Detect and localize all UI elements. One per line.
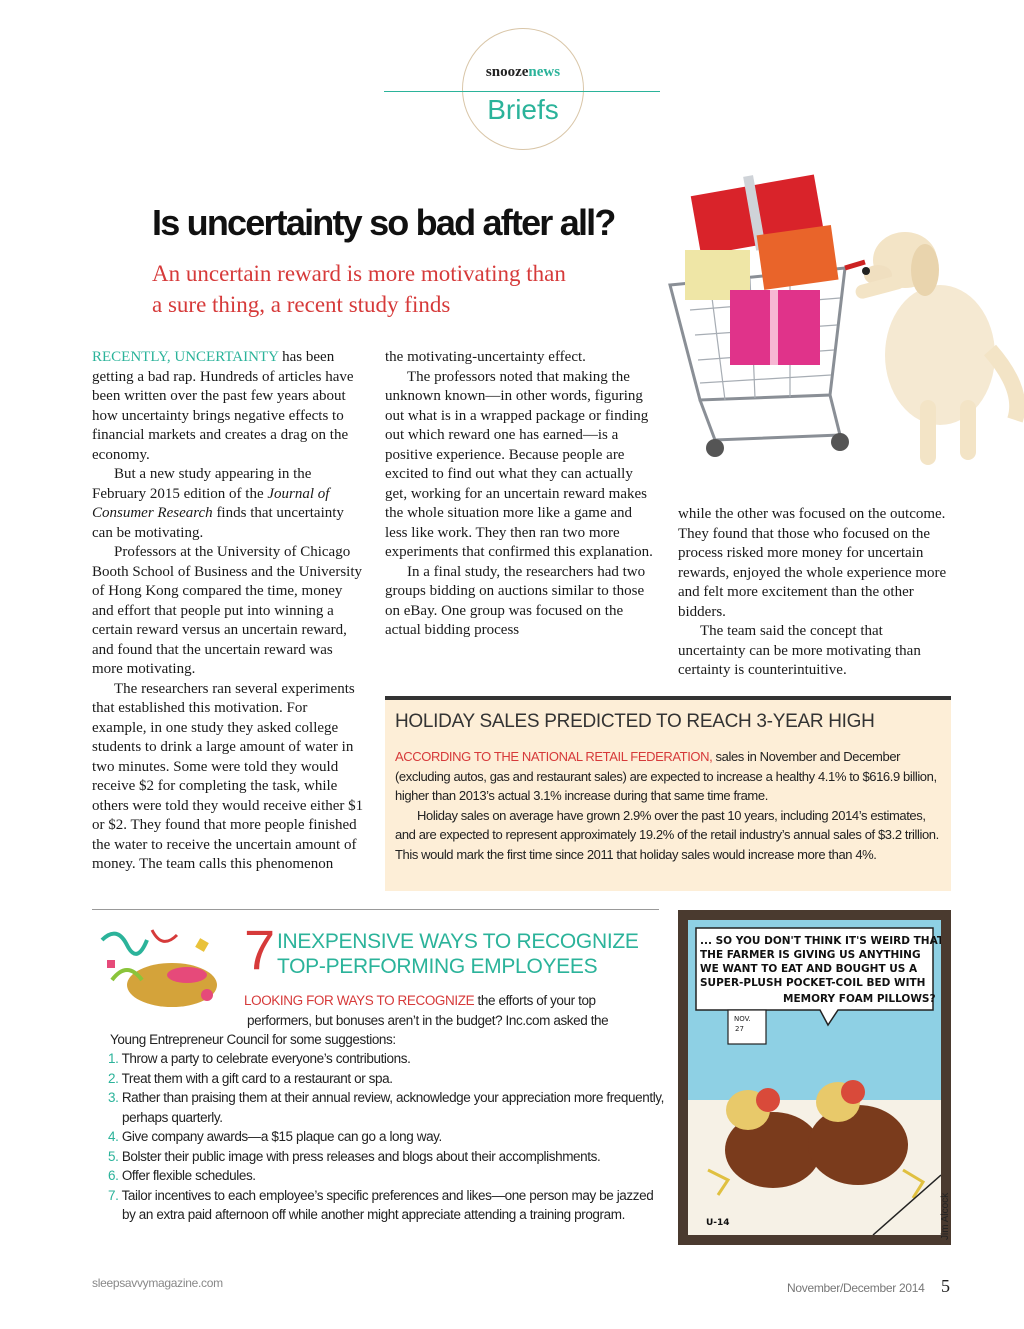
cartoon-caption-line: SUPER-PLUSH POCKET-COIL BED WITH <box>700 977 926 989</box>
subhead-line-2: a sure thing, a recent study finds <box>152 292 451 317</box>
section-divider <box>92 909 659 910</box>
list-item <box>108 1166 668 1186</box>
cartoon-caption-line: MEMORY FOAM PILLOWS? <box>783 993 936 1005</box>
header-badge-circle <box>462 28 584 150</box>
cartoon-signature: U-14 <box>706 1218 730 1228</box>
holiday-sales-body <box>395 747 943 864</box>
list-item-number: 7. <box>108 1187 119 1203</box>
paragraph <box>92 465 364 543</box>
ways-intro <box>110 991 658 1050</box>
cartoon-caption-line: THE FARMER IS GIVING US ANYTHING <box>700 949 921 961</box>
paragraph: Holiday sales on average have grown 2.9% over the past 10 years, including 2014’s estimates, and are expected to represent approximately 19.2% of the retail industry’s annual sales of $3.2 trillion. This would mark the first time since 2011 that holiday sales would increase more than 4%. <box>395 807 939 862</box>
intro-line <box>110 991 658 1011</box>
paragraph-text: finds that uncertainty can be motivating. <box>92 505 344 541</box>
list-number-seven: 7 <box>244 918 276 981</box>
cartoon-caption-line: WE WANT TO EAT AND BOUGHT US A <box>700 963 918 975</box>
article-column-3 <box>678 505 952 681</box>
cartoon-credit: Jim Alcock <box>940 1192 951 1240</box>
cartoon-panel <box>678 910 951 1245</box>
paragraph-text: But a new study appearing in the February 2015 edition of the <box>92 466 312 502</box>
list-item-text: Bolster their public image with press releases and blogs about their accomplishments. <box>118 1148 601 1164</box>
page-number: 5 <box>941 1276 950 1296</box>
paragraph: The team said the concept that uncertainty can be more motivating than certainty is counterintuitive. <box>678 623 921 678</box>
ways-title <box>277 929 667 979</box>
calendar-day: 27 <box>735 1025 744 1033</box>
turkey-cartoon-icon <box>688 920 941 1235</box>
paragraph-text: has been getting a bad rap. Hundreds of articles have been written over the past few years about how uncertainty brings negative effects to financial markets and creates a drag on the economy. <box>92 349 354 463</box>
golden-retriever-icon <box>854 232 1017 465</box>
list-item <box>108 1147 668 1167</box>
intro-line: Young Entrepreneur Council for some suggestions: <box>110 1032 396 1047</box>
article-subheadline <box>152 258 632 320</box>
list-item <box>108 1186 668 1225</box>
gift-boxes-icon <box>685 175 839 365</box>
lead-in: RECENTLY, UNCERTAINTY <box>92 349 279 365</box>
list-item-text: Offer flexible schedules. <box>118 1168 256 1183</box>
list-item <box>108 1127 668 1147</box>
intro-line: performers, but bonuses aren’t in the budget? Inc.com asked the <box>247 1012 609 1028</box>
subhead-line-1: An uncertain reward is more motivating than <box>152 261 566 286</box>
article-headline: Is uncertainty so bad after all? <box>152 202 615 243</box>
lead-in: LOOKING FOR WAYS TO RECOGNIZE <box>244 993 475 1008</box>
paragraph: The professors noted that making the unknown known—in other words, figuring out what is in a wrapped package or finding out which reward one has earned—is a positive experience. Because people are excited to find out what they can actually get, working for an uncertain reward makes the whole situation more like a game and less like work. They then ran two more experiments that confirmed this explanation. <box>385 368 653 560</box>
intro-text: the efforts of your top <box>474 993 596 1008</box>
list-item-text: Rather than praising them at their annual review, acknowledge your appreciation more frequently, perhaps quarterly. <box>118 1090 664 1125</box>
brand-snooze: snooze <box>485 64 529 80</box>
list-item-text: Throw a party to celebrate everyone’s contributions. <box>118 1051 411 1066</box>
paragraph: the motivating-uncertainty effect. <box>385 349 586 365</box>
holiday-sales-title: HOLIDAY SALES PREDICTED TO REACH 3-YEAR HIGH <box>395 711 875 732</box>
paragraph: Professors at the University of Chicago Booth School of Business and the University of Hong Kong compared the time, money and effort that people put into winning a certain reward versus an uncertain reward, and found that the uncertain reward was more motivating. <box>92 544 362 677</box>
list-item <box>108 1069 668 1089</box>
header-brand <box>462 64 584 81</box>
list-item-number: 3. <box>108 1090 119 1105</box>
ways-title-line-1: INEXPENSIVE WAYS TO RECOGNIZE <box>277 930 639 953</box>
list-item-number: 5. <box>108 1148 119 1164</box>
section-title: Briefs <box>487 94 559 125</box>
list-item <box>108 1049 668 1069</box>
lead-in: ACCORDING TO THE NATIONAL RETAIL FEDERATION, <box>395 749 713 764</box>
list-item-text: Give company awards—a $15 plaque can go a long way. <box>118 1129 442 1144</box>
paragraph <box>395 747 943 806</box>
footer-issue-date: November/December 2014 <box>787 1281 925 1295</box>
paragraph: while the other was focused on the outcome. They found that those who focused on the process risked more money for uncertain rewards, enjoyed the whole experience more and felt more excitement than the other bidders. <box>678 506 947 620</box>
cartoon-caption-line: ... SO YOU DON'T THINK IT'S WEIRD THAT <box>700 935 941 947</box>
paragraph: The researchers ran several experiments that established this motivation. For example, in one study they asked college students to drink a large amount of water in two minutes. Some were told they would receive $2 for completing the task, while others were told they would receive either $1 or $2. They found that more people finished the water to receive the uncertain amount of money. The team calls this phenomenon <box>92 680 364 872</box>
paragraph-text: sales in November and December (excluding autos, gas and restaurant sales) are expected to increase a healthy 4.1% to $616.9 billion, higher than 2013’s actual 3.1% increase during that same time frame. <box>395 749 937 803</box>
article-column-2 <box>385 348 657 641</box>
list-item-text: Tailor incentives to each employee’s specific preferences and likes—one person may be jazzed by an extra paid afternoon off while another might appreciate attending a training program. <box>118 1187 654 1222</box>
list-item <box>108 1088 668 1127</box>
ways-title-line-2: TOP-PERFORMING EMPLOYEES <box>277 955 598 978</box>
list-item-number: 1. <box>108 1051 119 1066</box>
header-rule <box>384 91 660 92</box>
list-item-text: Treat them with a gift card to a restaurant or spa. <box>118 1070 393 1086</box>
journal-title: Journal of Consumer Research <box>92 485 330 521</box>
list-item-number: 4. <box>108 1129 119 1144</box>
brand-news: news <box>528 64 561 80</box>
dog-shopping-cart-illustration <box>640 150 1024 480</box>
ways-list <box>108 1049 668 1225</box>
paragraph <box>92 348 364 465</box>
article-column-1 <box>92 348 364 875</box>
paragraph: In a final study, the researchers had two groups bidding on auctions similar to those on eBay. One group was focused on the actual bidding process <box>385 563 646 638</box>
footer-website: sleepsavvymagazine.com <box>92 1276 223 1290</box>
list-item-number: 2. <box>108 1070 119 1086</box>
list-item-number: 6. <box>108 1168 119 1183</box>
calendar-month: NOV. <box>734 1015 751 1023</box>
